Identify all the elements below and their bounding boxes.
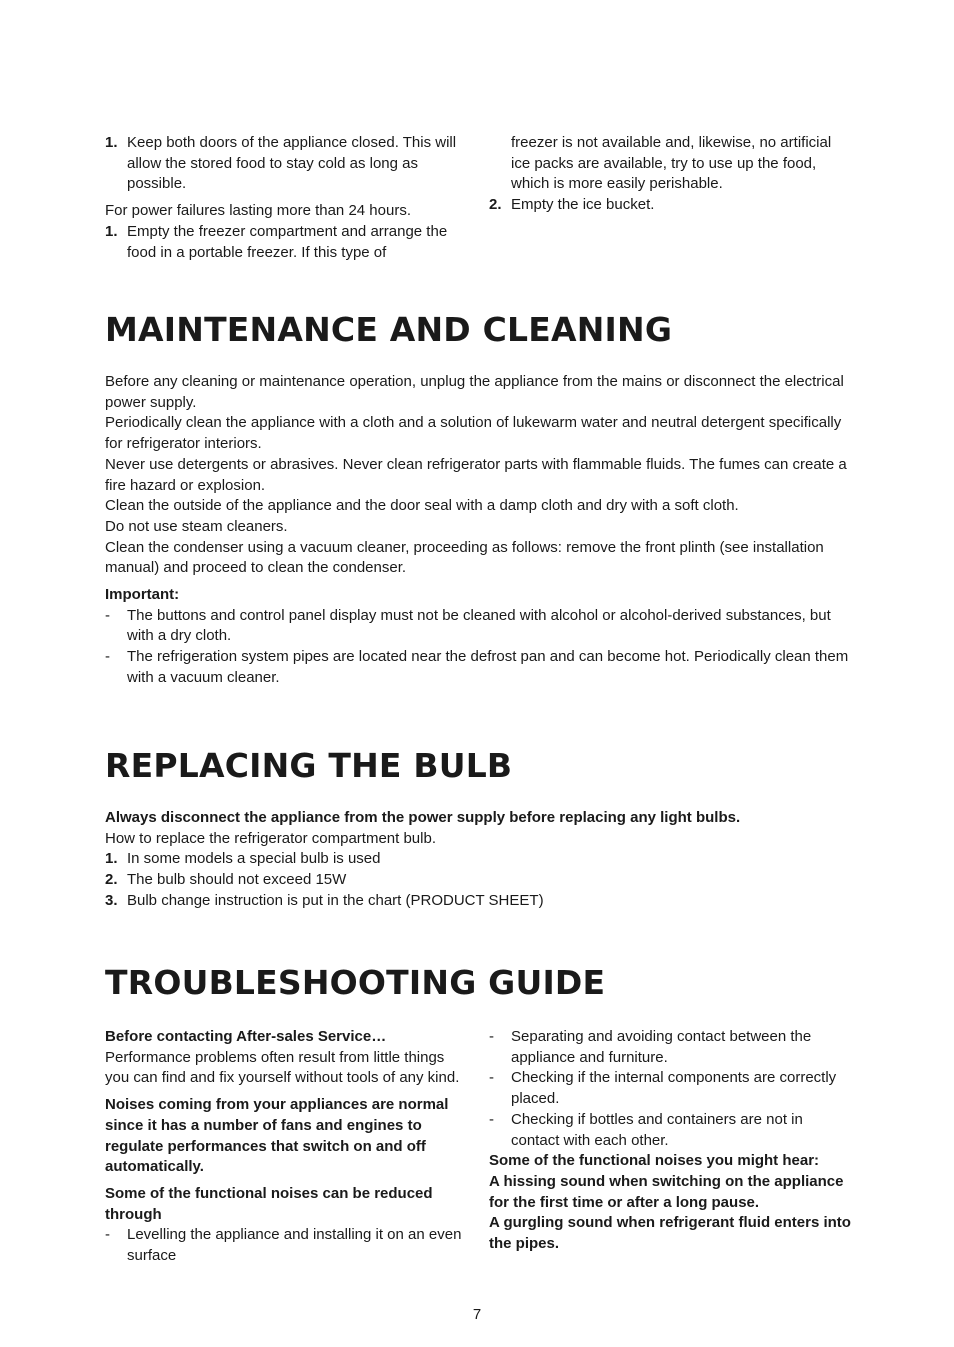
maintenance-line: Clean the outside of the appliance and the door seal with a damp cloth and dry with a soft cloth. xyxy=(105,497,739,515)
step-text-continued: freezer is not available and, likewise, no artificial ice packs are available, try to use up the food, which is more easily perishable. xyxy=(511,134,832,193)
maintenance-line: Before any cleaning or maintenance operation, unplug the appliance from the mains or disconnect the electrical power supply. xyxy=(105,373,844,411)
before-service-text: Performance problems often result from little things you can find and fix yourself without tools of any kind. xyxy=(105,1048,460,1087)
list-item xyxy=(489,195,849,216)
trouble-left-column xyxy=(105,1027,465,1267)
list-item xyxy=(489,1027,851,1068)
important-item: The buttons and control panel display must not be cleaned with alcohol or alcohol-derived substances, but with a dry cloth. xyxy=(127,606,831,645)
before-service-heading: Before contacting After-sales Service… xyxy=(105,1028,387,1045)
gurgling-noise: A gurgling sound when refrigerant fluid enters into the pipes. xyxy=(489,1214,851,1253)
step-number: 3. xyxy=(105,891,118,909)
step-number: 2. xyxy=(489,196,502,214)
list-item xyxy=(489,133,849,195)
intro-right-column xyxy=(489,133,849,216)
dash-bullet: - xyxy=(105,606,110,624)
page-number: 7 xyxy=(472,1306,482,1323)
noises-heading: Noises coming from your appliances are normal since it has a number of fans and engines to regulate performances that switch on and off automatically. xyxy=(105,1096,449,1176)
reduce-item: Checking if the internal components are correctly placed. xyxy=(511,1069,837,1108)
list-item xyxy=(105,1225,465,1266)
step-text: The bulb should not exceed 15W xyxy=(127,871,347,889)
step-number: 1. xyxy=(105,850,118,868)
list-item xyxy=(105,870,850,891)
bulb-body xyxy=(105,808,850,912)
maintenance-heading: MAINTENANCE AND CLEANING xyxy=(105,310,673,349)
list-item xyxy=(105,222,465,263)
step-text: Keep both doors of the appliance closed. This will allow the stored food to stay cold as long as possible. xyxy=(127,134,457,193)
step-text: Empty the freezer compartment and arrange the food in a portable freezer. If this type of xyxy=(127,222,448,261)
step-number: 2. xyxy=(105,871,118,889)
list-item xyxy=(105,133,465,195)
bulb-heading: REPLACING THE BULB xyxy=(105,746,513,785)
list-item xyxy=(489,1110,851,1151)
step-text: Empty the ice bucket. xyxy=(511,196,655,214)
step-number: 1. xyxy=(105,134,118,151)
reduce-item: Checking if bottles and containers are not in contact with each other. xyxy=(511,1110,803,1149)
list-item xyxy=(489,1068,851,1109)
dash-bullet: - xyxy=(489,1069,494,1087)
maintenance-body xyxy=(105,372,850,689)
reduce-item: Levelling the appliance and installing it on an even surface xyxy=(127,1226,462,1265)
list-item xyxy=(105,647,850,688)
bulb-warning: Always disconnect the appliance from the power supply before replacing any light bulbs. xyxy=(105,809,741,826)
list-item xyxy=(105,849,850,870)
maintenance-line: Do not use steam cleaners. xyxy=(105,517,288,535)
power-failure-note: For power failures lasting more than 24 hours. xyxy=(105,202,411,220)
list-item xyxy=(105,891,850,912)
important-item: The refrigeration system pipes are located near the defrost pan and can become hot. Periodically clean them with a vacuum cleaner. xyxy=(127,648,849,686)
maintenance-line: Clean the condenser using a vacuum cleaner, proceeding as follows: remove the front plinth (see installation manual) and proceed to clean the condenser. xyxy=(105,538,824,577)
maintenance-line: Periodically clean the appliance with a cloth and a solution of lukewarm water and neutral detergent specifically for refrigerator interiors. xyxy=(105,414,842,453)
dash-bullet: - xyxy=(489,1028,494,1045)
hissing-noise: A hissing sound when switching on the appliance for the first time or after a long pause. xyxy=(489,1172,844,1211)
step-number: 1. xyxy=(105,222,118,240)
dash-bullet: - xyxy=(105,648,110,666)
maintenance-line: Never use detergents or abrasives. Never clean refrigerator parts with flammable fluids. The fumes can create a fire hazard or explosion. xyxy=(105,455,847,494)
trouble-right-column xyxy=(489,1027,851,1255)
step-text: In some models a special bulb is used xyxy=(127,850,381,868)
troubleshooting-heading: TROUBLESHOOTING GUIDE xyxy=(105,963,606,1002)
dash-bullet: - xyxy=(105,1226,110,1244)
step-text: Bulb change instruction is put in the chart (PRODUCT SHEET) xyxy=(127,891,544,909)
hear-heading: Some of the functional noises you might hear: xyxy=(489,1152,820,1170)
reduce-item: Separating and avoiding contact between the appliance and furniture. xyxy=(511,1028,812,1066)
intro-left-column xyxy=(105,133,465,263)
dash-bullet: - xyxy=(489,1110,494,1128)
bulb-intro: How to replace the refrigerator compartment bulb. xyxy=(105,829,436,847)
important-label: Important: xyxy=(105,586,180,604)
reduced-heading: Some of the functional noises can be reduced through xyxy=(105,1184,433,1223)
list-item xyxy=(105,606,850,647)
